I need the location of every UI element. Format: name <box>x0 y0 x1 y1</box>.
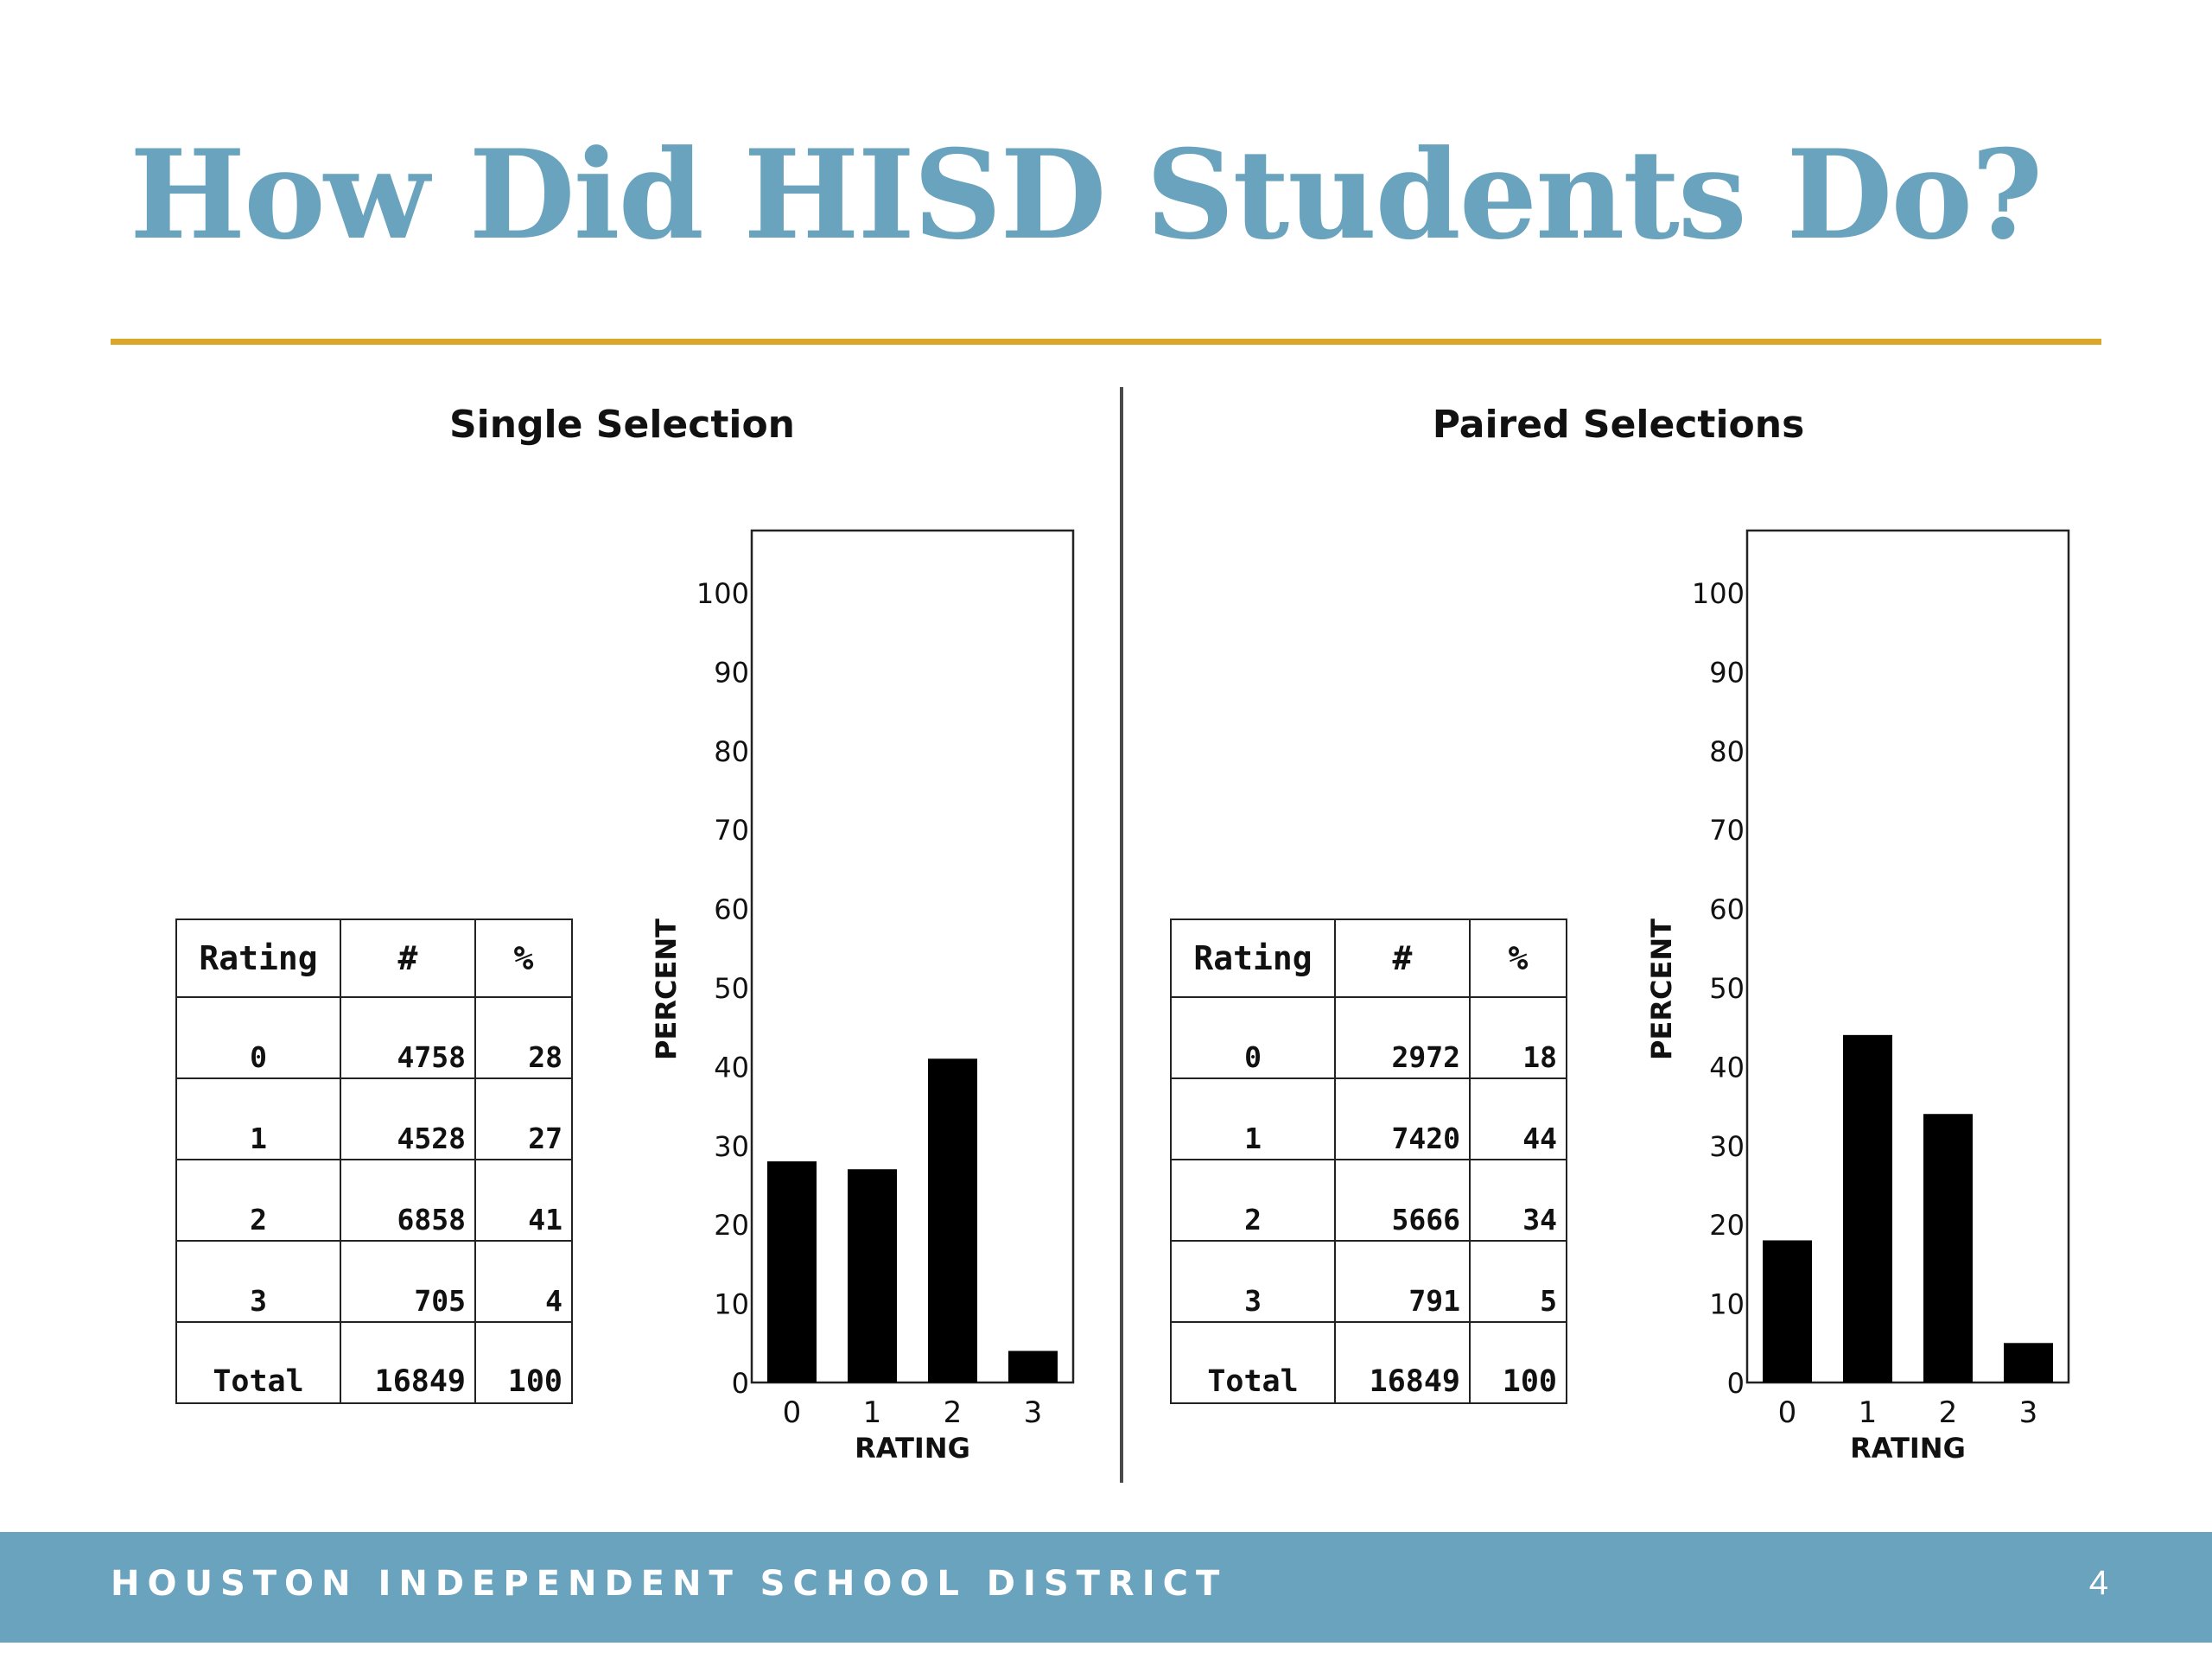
cell-percent: 41 <box>475 1160 572 1241</box>
title-divider-rule <box>111 339 2101 345</box>
cell-total-percent: 100 <box>1470 1322 1567 1403</box>
y-tick-label: 60 <box>714 893 749 926</box>
y-tick-label: 30 <box>1709 1129 1745 1163</box>
bar <box>1843 1035 1892 1382</box>
header-count: # <box>1335 919 1470 997</box>
footer-district-name: HOUSTON INDEPENDENT SCHOOL DISTRICT <box>111 1564 1228 1604</box>
bar <box>767 1161 817 1382</box>
paired-selections-table <box>1170 918 1567 1404</box>
header-count: # <box>340 919 475 997</box>
cell-total-label: Total <box>176 1322 340 1403</box>
y-tick-label: 20 <box>714 1209 749 1243</box>
bar <box>1923 1114 1973 1382</box>
page-number: 4 <box>2088 1564 2108 1602</box>
cell-count: 7420 <box>1335 1078 1470 1160</box>
table-row <box>1171 1078 1567 1160</box>
x-axis-label: RATING <box>1850 1432 1966 1465</box>
table-row <box>176 997 572 1078</box>
cell-rating: 3 <box>1171 1241 1335 1322</box>
y-tick-label: 0 <box>1726 1367 1745 1400</box>
y-tick-label: 70 <box>714 814 749 848</box>
y-tick-label: 20 <box>1709 1209 1745 1243</box>
table-row <box>1171 1241 1567 1322</box>
x-tick-label: 2 <box>1938 1395 1958 1430</box>
cell-percent: 44 <box>1470 1078 1567 1160</box>
x-tick-label: 0 <box>782 1395 802 1430</box>
slide-title: How Did HISD Students Do? <box>130 124 2042 267</box>
x-tick-label: 3 <box>1023 1395 1043 1430</box>
y-tick-label: 80 <box>714 734 749 768</box>
single-selection-table <box>175 918 573 1404</box>
table-row <box>176 1241 572 1322</box>
panel-heading-single: Single Selection <box>448 403 796 447</box>
y-tick-label: 40 <box>714 1051 749 1084</box>
table-header-row <box>176 919 572 997</box>
y-tick-label: 50 <box>714 972 749 1005</box>
cell-rating: 0 <box>1171 997 1335 1078</box>
x-tick-label: 0 <box>1777 1395 1797 1430</box>
cell-rating: 2 <box>1171 1160 1335 1241</box>
table-row <box>1171 1160 1567 1241</box>
y-tick-label: 10 <box>1709 1287 1745 1321</box>
table-header-row <box>1171 919 1567 997</box>
cell-total-count: 16849 <box>340 1322 475 1403</box>
cell-percent: 5 <box>1470 1241 1567 1322</box>
y-axis-label: PERCENT <box>650 918 683 1060</box>
table-total-row <box>176 1322 572 1403</box>
cell-percent: 34 <box>1470 1160 1567 1241</box>
y-tick-label: 90 <box>1709 656 1745 690</box>
cell-percent: 27 <box>475 1078 572 1160</box>
table-row <box>176 1160 572 1241</box>
cell-percent: 28 <box>475 997 572 1078</box>
cell-percent: 4 <box>475 1241 572 1322</box>
cell-count: 2972 <box>1335 997 1470 1078</box>
header-percent: % <box>1470 919 1567 997</box>
panel-divider <box>1120 387 1123 1483</box>
cell-rating: 3 <box>176 1241 340 1322</box>
y-tick-label: 10 <box>714 1287 749 1321</box>
table-row <box>1171 997 1567 1078</box>
header-rating: Rating <box>1171 919 1335 997</box>
table-row <box>176 1078 572 1160</box>
cell-count: 705 <box>340 1241 475 1322</box>
cell-count: 6858 <box>340 1160 475 1241</box>
cell-rating: 1 <box>1171 1078 1335 1160</box>
single-selection-bar-chart <box>639 518 1089 1478</box>
cell-count: 4528 <box>340 1078 475 1160</box>
y-tick-label: 30 <box>714 1129 749 1163</box>
x-axis-label: RATING <box>855 1432 970 1465</box>
header-percent: % <box>475 919 572 997</box>
y-tick-label: 60 <box>1709 893 1745 926</box>
x-tick-label: 3 <box>2018 1395 2038 1430</box>
header-rating: Rating <box>176 919 340 997</box>
cell-total-count: 16849 <box>1335 1322 1470 1403</box>
cell-total-percent: 100 <box>475 1322 572 1403</box>
bar <box>1763 1240 1812 1382</box>
y-tick-label: 70 <box>1709 814 1745 848</box>
paired-selections-bar-chart <box>1635 518 2084 1478</box>
cell-count: 5666 <box>1335 1160 1470 1241</box>
x-tick-label: 1 <box>862 1395 882 1430</box>
cell-count: 4758 <box>340 997 475 1078</box>
x-tick-label: 1 <box>1858 1395 1878 1430</box>
cell-percent: 18 <box>1470 997 1567 1078</box>
y-tick-label: 50 <box>1709 972 1745 1005</box>
y-tick-label: 80 <box>1709 734 1745 768</box>
cell-total-label: Total <box>1171 1322 1335 1403</box>
cell-rating: 2 <box>176 1160 340 1241</box>
bar <box>848 1169 897 1382</box>
panel-heading-paired: Paired Selections <box>1432 403 1805 447</box>
cell-rating: 1 <box>176 1078 340 1160</box>
cell-count: 791 <box>1335 1241 1470 1322</box>
bar <box>1008 1351 1058 1382</box>
y-tick-label: 90 <box>714 656 749 690</box>
cell-rating: 0 <box>176 997 340 1078</box>
y-tick-label: 40 <box>1709 1051 1745 1084</box>
y-tick-label: 100 <box>1691 577 1745 610</box>
table-total-row <box>1171 1322 1567 1403</box>
bar <box>2004 1343 2053 1382</box>
x-tick-label: 2 <box>943 1395 963 1430</box>
y-tick-label: 100 <box>696 577 749 610</box>
y-tick-label: 0 <box>731 1367 749 1400</box>
y-axis-label: PERCENT <box>1645 918 1678 1060</box>
bar <box>928 1058 977 1382</box>
